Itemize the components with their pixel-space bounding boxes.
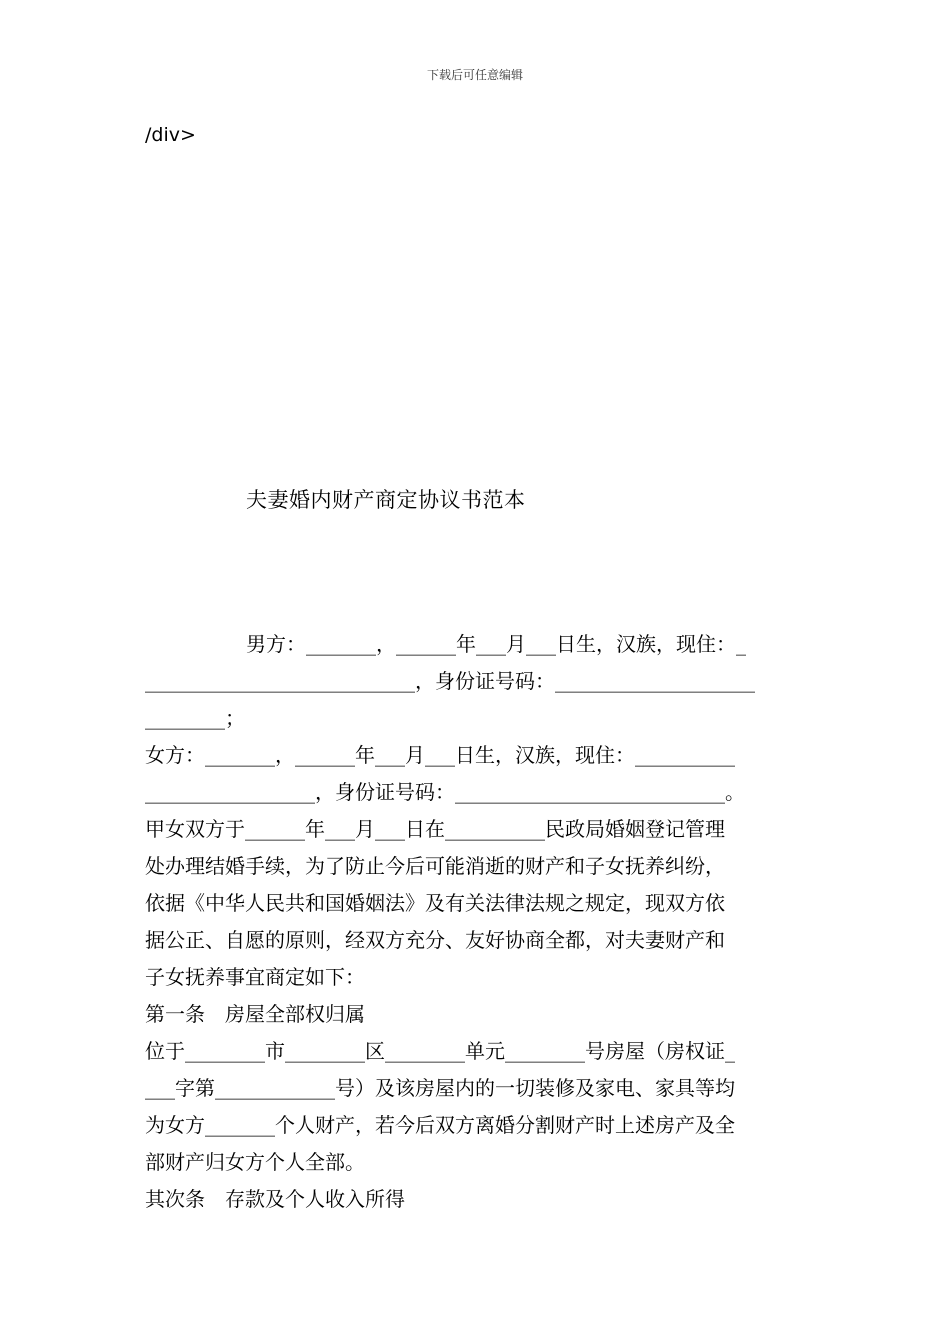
body-line: ___________________________，身份证号码：____________________ bbox=[145, 669, 755, 693]
body-line: 为女方_______个人财产，若今后双方离婚分割财产时上述房产及全 bbox=[145, 1113, 735, 1137]
body-line: 部财产归女方个人全部。 bbox=[145, 1150, 365, 1174]
body-line: 处办理结婚手续，为了防止今后可能消逝的财产和子女抚养纠纷， bbox=[145, 854, 725, 878]
body-line: _________________，身份证号码：___________________________。 bbox=[145, 780, 745, 804]
body-line: 甲女双方于______年___月___日在__________民政局婚姻登记管理 bbox=[145, 817, 725, 841]
body-line-husband: 男方：_______，______年___月___日生，汉族，现住：_ bbox=[246, 632, 746, 656]
body-line: 子女抚养事宜商定如下： bbox=[145, 965, 365, 989]
page-header: 下载后可任意编辑 bbox=[426, 68, 523, 82]
body-line: ___字第____________号）及该房屋内的一切装修及家电、家具等均 bbox=[145, 1076, 735, 1100]
document-title: 夫妻婚内财产商定协议书范本 bbox=[246, 488, 526, 512]
body-line: 据公正、自愿的原则，经双方充分、友好协商全都，对夫妻财产和 bbox=[145, 928, 725, 952]
article-heading-2: 其次条 存款及个人收入所得 bbox=[145, 1187, 405, 1211]
body-line: 位于________市________区________单元________号房屋（房权证_ bbox=[145, 1039, 735, 1063]
document-body bbox=[145, 626, 810, 1218]
stray-markup-text: /div> bbox=[145, 124, 196, 146]
body-line-wife: 女方：_______，______年___月___日生，汉族，现住：__________ bbox=[145, 743, 735, 767]
body-line: 依据《中华人民共和国婚姻法》及有关法律法规之规定，现双方依 bbox=[145, 891, 725, 915]
article-heading-1: 第一条 房屋全部权归属 bbox=[145, 1002, 365, 1026]
body-line: ________； bbox=[145, 706, 245, 730]
